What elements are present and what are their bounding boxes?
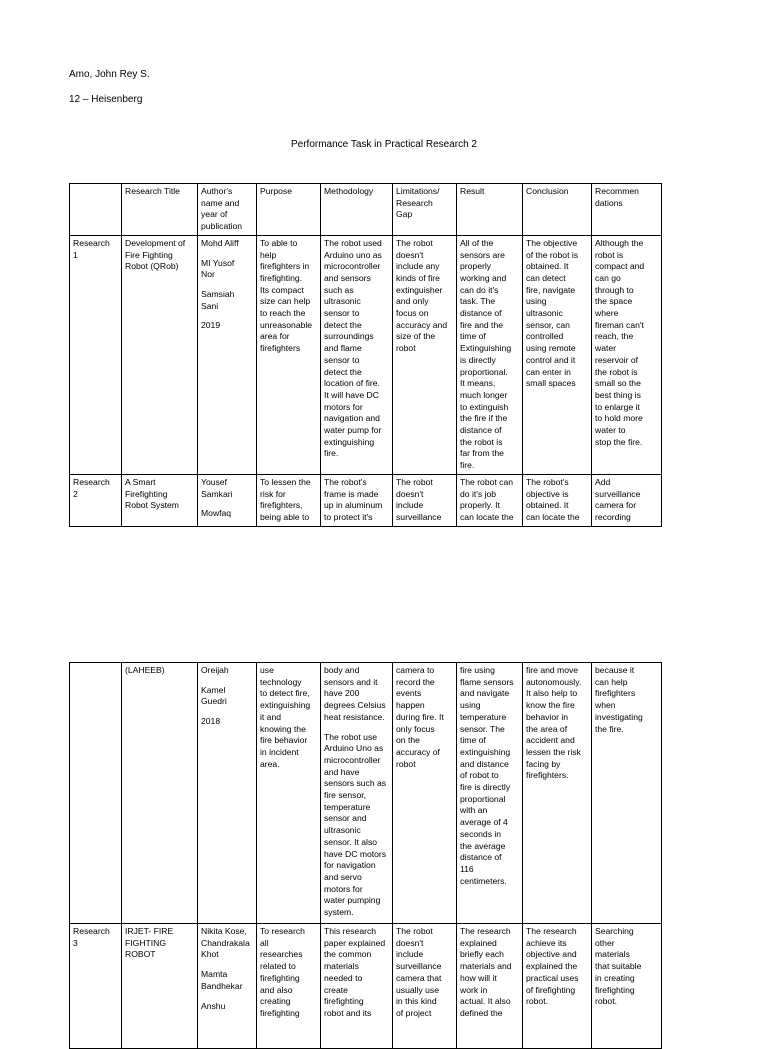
purpose-cell: use technology to detect fire, extinguishing it and knowing the fire behavior in incident area. (257, 663, 321, 924)
result-cell: The robot can do it's job properly. It can locate the (457, 474, 523, 526)
purpose-cell: To able to help firefighters in firefighting. Its compact size can help to reach the unreasonable area for firefighters (257, 235, 321, 474)
conclusion-cell: The robot's objective is obtained. It can locate the (523, 474, 592, 526)
header-cell-conclusion: Conclusion (523, 184, 592, 236)
authors-cell (198, 474, 257, 526)
author-line: Yousef Samkari (201, 476, 233, 499)
methodology-cell: The robot's frame is made up in aluminum to protect it's (321, 474, 393, 526)
header-cell-result: Result (457, 184, 523, 236)
methodology-cell: This research paper explained the common materials needed to create firefighting robot and its (321, 924, 393, 1049)
recommendations-cell: Add surveillance camera for recording (592, 474, 662, 526)
author-line: MI Yusof Nor (201, 257, 235, 280)
research-id-cell: Research 3 (70, 924, 122, 1049)
research-title-cell: IRJET- FIRE FIGHTING ROBOT (122, 924, 198, 1049)
header-cell-research-title: Research Title (122, 184, 198, 236)
recommendations-cell: Searching other materials that suitable in creating firefighting robot. (592, 924, 662, 1049)
header-cell-authors: Author's name and year of publication (198, 184, 257, 236)
author-line: Anshu (201, 1000, 226, 1011)
header-cell-recommendations: Recommen dations (592, 184, 662, 236)
methodology-cell: The robot used Arduino uno as microcontroller and sensors such as ultrasonic sensor to detect the surroundings and flame sensor to detect the location of fire. It will have DC motors for navigation and water pump for extinguishing fire. (321, 235, 393, 474)
author-line: Oreijah (201, 665, 229, 675)
methodology-paragraph: body and sensors and it have 200 degrees Celsius heat resistance. (324, 665, 386, 722)
document-title: Performance Task in Practical Research 2 (290, 139, 477, 150)
purpose-cell: To research all researches related to firefighting and also creating firefighting (257, 924, 321, 1049)
author-line: Kamel Guedri (201, 684, 227, 707)
author-line: Mowfaq (201, 508, 232, 519)
conclusion-cell: fire and move autonomously. It also help to know the fire behavior in the area of accident and lessen the risk facing by firefighters. (523, 663, 592, 924)
conclusion-cell: The objective of the robot is obtained. It can detect fire, navigate using ultrasonic sensor, can controlled using remote control and it can enter in small spaces (523, 235, 592, 474)
purpose-cell: To lessen the risk for firefighters, being able to (257, 474, 321, 526)
limitations-cell: The robot doesn't include any kinds of fire extinguisher and only focus on accuracy and size of the robot (393, 235, 457, 474)
authors-cell (198, 235, 257, 474)
methodology-cell (321, 663, 393, 924)
authors-cell (198, 924, 257, 1049)
header-cell-purpose: Purpose (257, 184, 321, 236)
research-id-cell: Research 2 (70, 474, 122, 526)
author-line: Mohd Aliff (201, 237, 239, 248)
publication-year: 2018 (201, 716, 221, 727)
result-cell: All of the sensors are properly working and can do it's task. The distance of fire and the time of Extinguishing is directly proportional. It means, much longer to extinguish the fire if the distance of the robot is far from the fire. (457, 235, 523, 474)
header-cell-methodology: Methodology (321, 184, 393, 236)
table-row-research-2-continued (70, 663, 662, 924)
recommendations-cell: because it can help firefighters when investigating the fire. (592, 663, 662, 924)
authors-cell (198, 663, 257, 924)
result-cell: fire using flame sensors and navigate using temperature sensor. The time of extinguishing and distance of robot to fire is directly proportional with an average of 4 seconds in the average distance of 116 centimeters. (457, 663, 523, 924)
methodology-paragraph: The robot use Arduino Uno as microcontroller and have sensors such as fire sensor, temperature sensor and ultrasonic sensor. It also have DC motors for navigation and servo motors for water pumping system. (324, 731, 387, 918)
author-line: Mamta Bandhekar (201, 969, 243, 991)
publication-year: 2019 (201, 320, 221, 331)
research-table-page-1 (69, 183, 662, 527)
author-line: Nikita Kose, Chandrakala Khot (201, 926, 250, 960)
recommendations-cell: Although the robot is compact and can go through to the space where fireman can't reach, the water reservoir of the robot is small so the best thing is to enlarge it to hold more water to stop the fire. (592, 235, 662, 474)
result-cell: The research explained briefly each materials and how will it work in actual. It also defined the (457, 924, 523, 1049)
research-title-cell: (LAHEEB) (122, 663, 198, 924)
table-row-research-2 (70, 474, 662, 526)
student-name: Amo, John Rey S. (69, 69, 150, 80)
research-title-cell: A Smart Firefighting Robot System (122, 474, 198, 526)
research-id-cell: Research 1 (70, 235, 122, 474)
conclusion-cell: The research achieve its objective and explained the practical uses of firefighting robot. (523, 924, 592, 1049)
author-line: Samsiah Sani (201, 288, 235, 311)
table-row-research-1 (70, 235, 662, 474)
table-row-research-3 (70, 924, 662, 1049)
table-header-row (70, 184, 662, 236)
research-title-cell: Development of Fire Fighting Robot (QRob) (122, 235, 198, 474)
limitations-cell: The robot doesn't include surveillance (393, 474, 457, 526)
header-cell-blank (70, 184, 122, 236)
student-section: 12 – Heisenberg (69, 94, 143, 105)
limitations-cell: The robot doesn't include surveillance camera that usually use in this kind of project (393, 924, 457, 1049)
research-id-cell (70, 663, 122, 924)
research-table-page-2 (69, 662, 662, 1049)
header-cell-limitations: Limitations/ Research Gap (393, 184, 457, 236)
limitations-cell: camera to record the events happen during fire. It only focus on the accuracy of robot (393, 663, 457, 924)
